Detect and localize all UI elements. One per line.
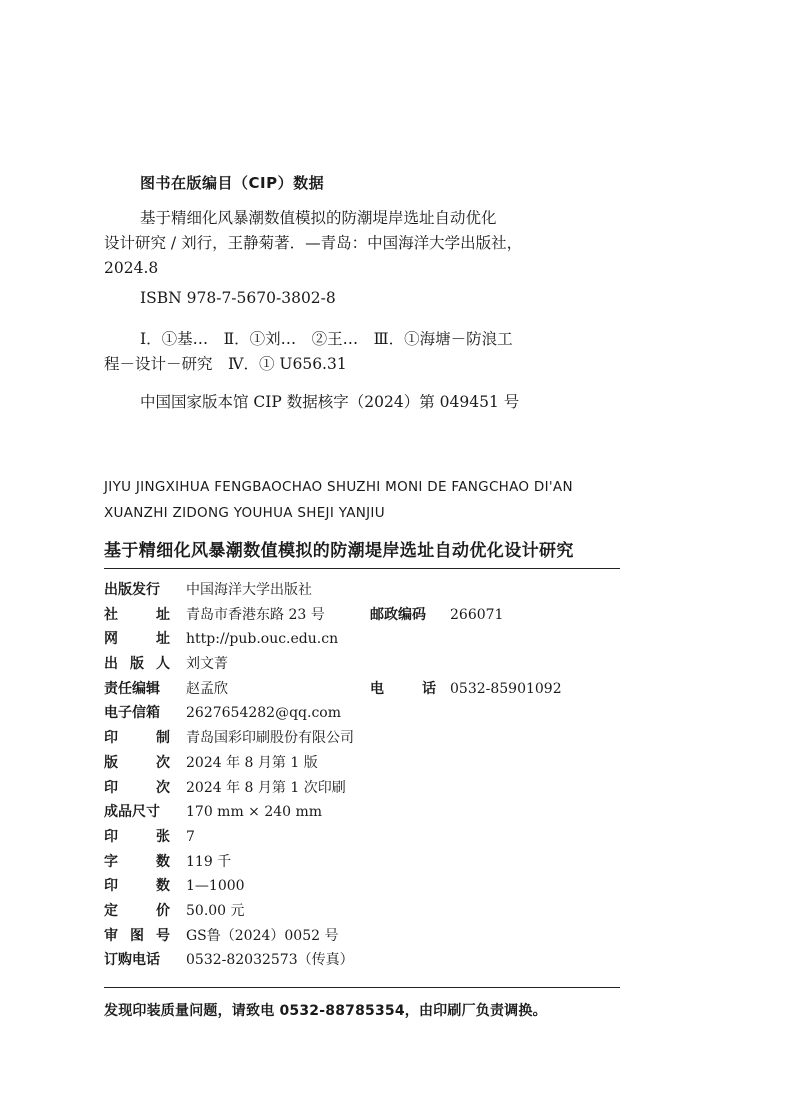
edition-label-char: 版 (104, 754, 118, 771)
edition-value: 2024 年 8 月第 1 版 (186, 754, 318, 771)
info-row-website (104, 629, 620, 654)
publisher-person-label-char: 人 (156, 656, 170, 673)
sheets-label (104, 827, 170, 847)
email-label: 电子信箱 (104, 705, 160, 722)
info-row-order-phone (104, 950, 620, 975)
cip-description (104, 206, 554, 281)
cip-isbn: ISBN 978-7-5670-3802-8 (140, 289, 336, 307)
copies-label-char: 数 (156, 878, 170, 895)
printing-label-char: 次 (156, 779, 170, 796)
printing-value: 2024 年 8 月第 1 次印刷 (186, 779, 346, 796)
publisher-person-label (104, 654, 170, 674)
pinyin-title-line-1: JIYU JINGXIHUA FENGBAOCHAO SHUZHI MONI DE FANGCHAO DI'AN (104, 479, 573, 495)
size-label: 成品尺寸 (104, 804, 160, 821)
printer-value: 青岛国彩印刷股份有限公司 (186, 730, 354, 747)
cip-desc-line-3: 2024.8 (104, 259, 159, 277)
price-label-char: 价 (156, 902, 170, 919)
pinyin-title-line-2: XUANZHI ZIDONG YOUHUA SHEJI YANJIU (104, 505, 385, 521)
price-label (104, 901, 170, 921)
cip-classification (104, 327, 554, 377)
cip-isbn-block (104, 286, 554, 311)
info-row-printing (104, 778, 620, 803)
sheets-value: 7 (186, 828, 195, 845)
phone-value: 0532-85901092 (450, 680, 562, 697)
price-label-char: 定 (104, 902, 118, 919)
map-number-label-char: 号 (156, 927, 170, 944)
price-value: 50.00 元 (186, 902, 245, 919)
info-row-words (104, 852, 620, 877)
divider-top (104, 568, 620, 569)
words-label-char: 字 (104, 853, 118, 870)
printer-label-char: 制 (156, 730, 170, 747)
cip-verify-block (104, 390, 554, 415)
publisher-person-label-char: 出 (104, 656, 118, 673)
copies-label-char: 印 (104, 878, 118, 895)
cip-desc-line-1: 基于精细化风暴潮数值模拟的防潮堤岸选址自动优化 (140, 209, 497, 227)
editor-label: 责任编辑 (104, 680, 160, 697)
words-value: 119 千 (186, 853, 232, 870)
info-row-email (104, 703, 620, 728)
info-row-publisher-person (104, 654, 620, 679)
book-title: 基于精细化风暴潮数值模拟的防潮堤岸选址自动优化设计研究 (104, 541, 574, 561)
printing-label-char: 印 (104, 779, 118, 796)
map-number-label-char: 图 (130, 927, 144, 944)
publisher-value: 中国海洋大学出版社 (186, 582, 312, 598)
address-label (104, 605, 170, 625)
edition-label (104, 753, 170, 773)
cip-class-line-2: 程－设计－研究 Ⅳ．① U656.31 (104, 355, 347, 373)
info-row-printer (104, 728, 620, 753)
edition-label-char: 次 (156, 754, 170, 771)
map-number-label (104, 926, 170, 946)
info-row-editor (104, 679, 620, 704)
editor-value: 赵孟欣 (186, 680, 228, 697)
words-label (104, 852, 170, 872)
size-value: 170 mm × 240 mm (186, 804, 323, 821)
publisher-label: 出版发行 (104, 582, 160, 598)
info-row-map-number (104, 926, 620, 951)
postcode-value: 266071 (450, 606, 504, 623)
sheets-label-char: 印 (104, 828, 118, 845)
printer-label (104, 728, 170, 748)
map-number-label-char: 审 (104, 927, 118, 944)
divider-bottom (104, 987, 620, 988)
copies-label (104, 876, 170, 896)
address-label-char: 址 (156, 606, 170, 623)
phone-label-char: 电 (370, 680, 384, 697)
address-label-char: 社 (104, 606, 118, 623)
website-label-char: 网 (104, 631, 118, 648)
info-row-price (104, 901, 620, 926)
cip-title: 图书在版编目（CIP）数据 (140, 174, 325, 192)
cip-desc-line-2: 设计研究 / 刘行，王静菊著．—青岛：中国海洋大学出版社， (104, 234, 523, 252)
map-number-value: GS鲁（2024）0052 号 (186, 927, 339, 944)
sheets-label-char: 张 (156, 828, 170, 845)
info-row-address (104, 605, 620, 630)
email-value[interactable]: 2627654282@qq.com (186, 705, 341, 722)
printing-label (104, 778, 170, 798)
info-row-copies (104, 876, 620, 901)
website-value[interactable]: http://pub.ouc.edu.cn (186, 631, 339, 648)
address-value: 青岛市香港东路 23 号 (186, 606, 325, 623)
cip-verify: 中国国家版本馆 CIP 数据核字（2024）第 049451 号 (140, 393, 520, 411)
publication-info (104, 580, 620, 975)
info-row-sheets (104, 827, 620, 852)
publisher-person-label-char: 版 (130, 656, 144, 673)
order-phone-value: 0532-82032573（传真） (186, 952, 354, 969)
printer-label-char: 印 (104, 730, 118, 747)
website-label-char: 址 (156, 631, 170, 648)
phone-label (370, 679, 436, 699)
info-row-publisher (104, 580, 620, 605)
cip-class-line-1: Ⅰ．①基… Ⅱ．①刘… ②王… Ⅲ．①海塘－防浪工 (140, 330, 513, 348)
website-label (104, 629, 170, 649)
postcode-label: 邮政编码 (370, 606, 426, 623)
info-row-size (104, 802, 620, 827)
words-label-char: 数 (156, 853, 170, 870)
info-row-edition (104, 753, 620, 778)
order-phone-label: 订购电话 (104, 952, 160, 969)
phone-label-char: 话 (422, 680, 436, 697)
copies-value: 1—1000 (186, 878, 245, 895)
quality-notice: 发现印装质量问题，请致电 0532-88785354，由印刷厂负责调换。 (104, 1003, 547, 1019)
publisher-person-value: 刘文菁 (186, 656, 228, 673)
